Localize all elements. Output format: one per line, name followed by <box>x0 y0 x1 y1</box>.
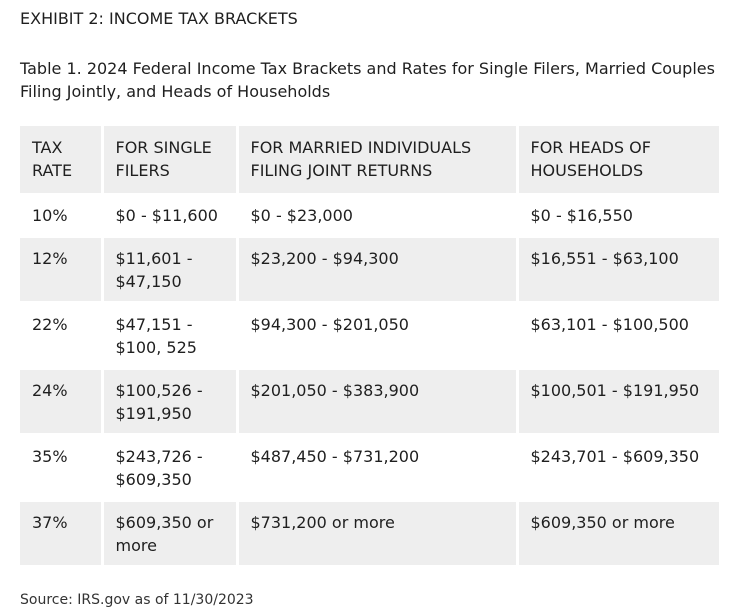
header-tax-rate: TAX RATE <box>20 126 102 193</box>
header-married-joint: FOR MARRIED INDIVIDUALS FILING JOINT RETURNS <box>237 126 517 193</box>
cell-single-filers: $11,601 - $47,150 <box>102 237 237 303</box>
source-note: Source: IRS.gov as of 11/30/2023 <box>20 592 254 608</box>
cell-tax-rate: 24% <box>20 369 102 435</box>
cell-married-joint: $0 - $23,000 <box>237 193 517 237</box>
table-row <box>20 435 719 501</box>
cell-tax-rate: 37% <box>20 501 102 567</box>
table-row <box>20 501 719 567</box>
table-row <box>20 303 719 369</box>
cell-married-joint: $23,200 - $94,300 <box>237 237 517 303</box>
exhibit-title: EXHIBIT 2: INCOME TAX BRACKETS <box>20 9 298 28</box>
cell-heads-of-households: $63,101 - $100,500 <box>530 315 689 334</box>
cell-single-filers: $0 - $11,600 <box>102 193 237 237</box>
header-single-filers: FOR SINGLE FILERS <box>102 126 237 193</box>
cell-heads-of-households: $16,551 - $63,100 <box>530 249 679 268</box>
tax-brackets-table <box>20 126 719 568</box>
header-row <box>20 126 719 193</box>
table-row <box>20 369 719 435</box>
cell-heads-of-households: $609,350 or more <box>530 513 675 532</box>
cell-tax-rate: 10% <box>20 193 102 237</box>
cell-tax-rate: 22% <box>20 303 102 369</box>
cell-tax-rate: 12% <box>20 237 102 303</box>
header-heads-of-households: FOR HEADS OF HOUSEHOLDS <box>530 138 651 180</box>
cell-married-joint: $487,450 - $731,200 <box>237 435 517 501</box>
table-caption: Table 1. 2024 Federal Income Tax Brackets and Rates for Single Filers, Married Couples Filing Jointly, and Heads of Households <box>20 59 715 101</box>
cell-married-joint: $94,300 - $201,050 <box>237 303 517 369</box>
cell-single-filers: $243,726 - $609,350 <box>102 435 237 501</box>
table-header <box>20 126 719 193</box>
cell-heads-of-households: $243,701 - $609,350 <box>530 447 700 466</box>
table-row <box>20 193 719 237</box>
cell-heads-of-households: $0 - $16,550 <box>530 206 633 225</box>
cell-single-filers: $47,151 - $100, 525 <box>102 303 237 369</box>
cell-heads-of-households: $100,501 - $191,950 <box>530 381 700 400</box>
cell-single-filers: $100,526 - $191,950 <box>102 369 237 435</box>
cell-married-joint: $731,200 or more <box>237 501 517 567</box>
table-body <box>20 193 719 567</box>
cell-tax-rate: 35% <box>20 435 102 501</box>
table-row <box>20 237 719 303</box>
cell-married-joint: $201,050 - $383,900 <box>237 369 517 435</box>
cell-single-filers: $609,350 or more <box>102 501 237 567</box>
